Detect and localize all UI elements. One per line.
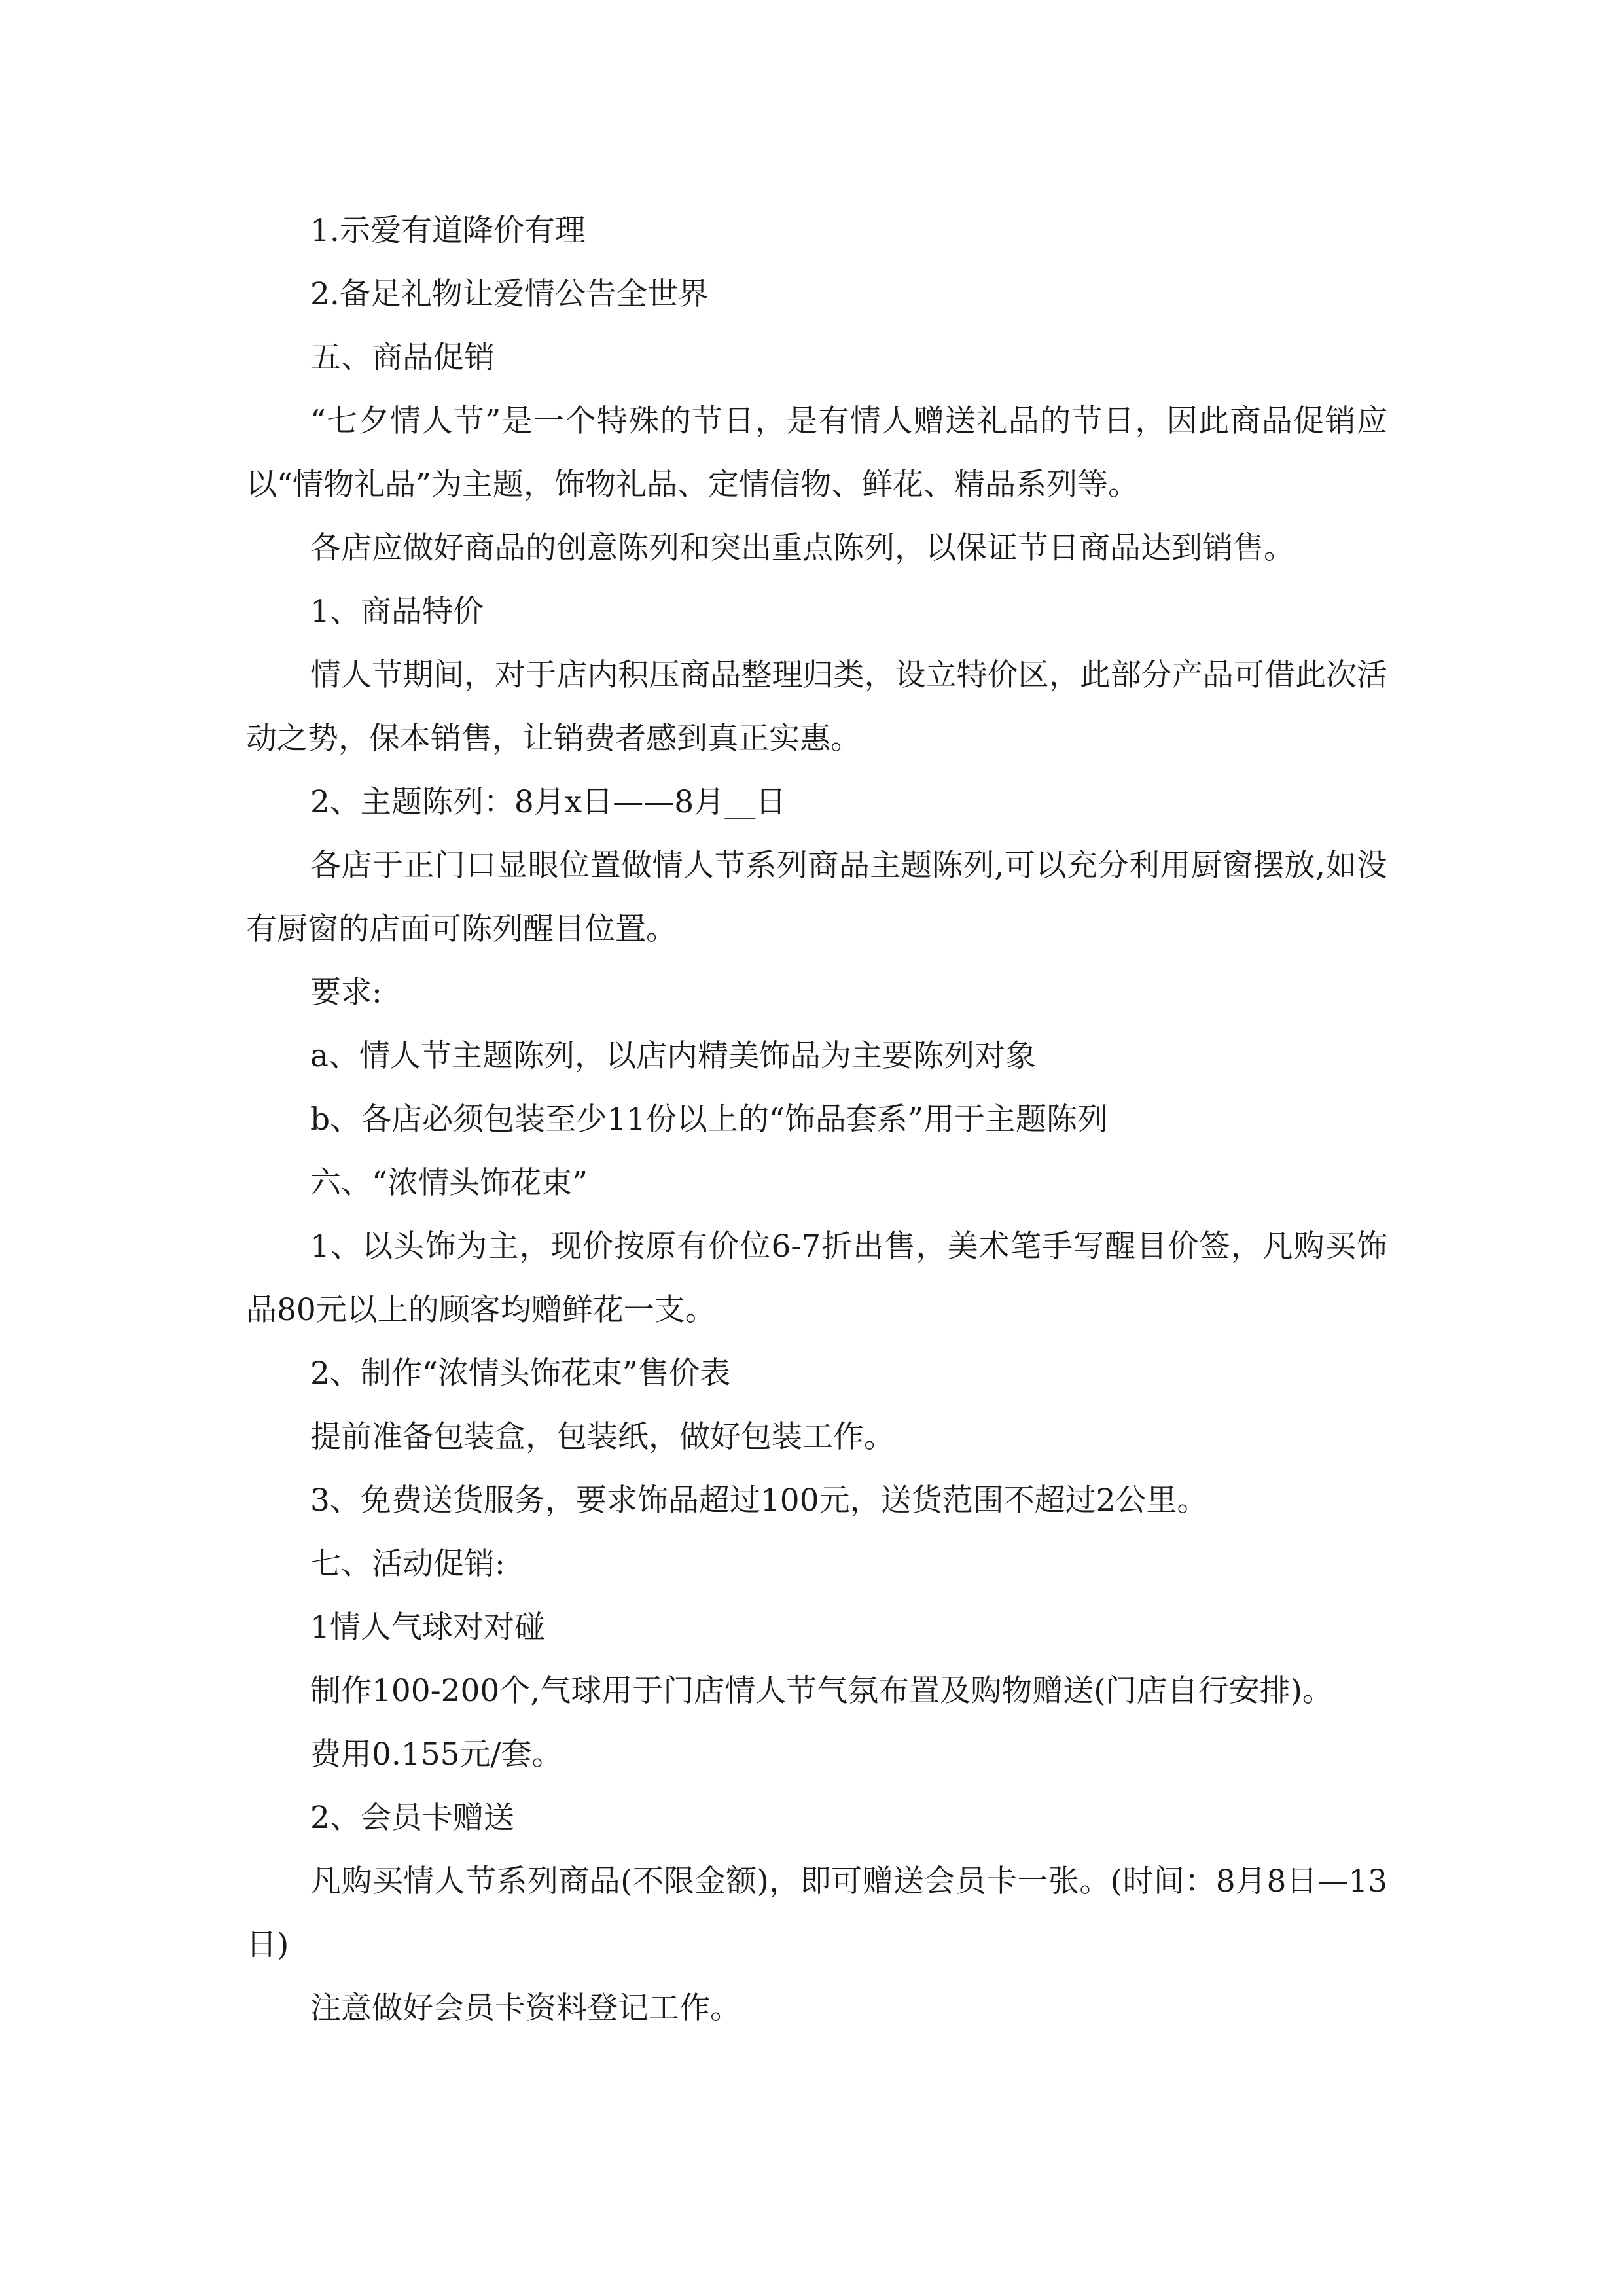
section-heading-6: 六、“浓情头饰花束” (310, 1165, 588, 1201)
subheading-special-price: 1、商品特价 (310, 594, 484, 630)
subheading-balloons: 1情人气球对对碰 (310, 1609, 545, 1645)
document-body (246, 199, 1387, 2040)
body-paragraph: 2、制作“浓情头饰花束”售价表 (310, 1355, 730, 1391)
body-paragraph: 制作100-200个,气球用于门店情人节气氛布置及购物赠送(门店自行安排)。 (310, 1673, 1333, 1709)
list-item-2: 2.备足礼物让爱情公告全世界 (310, 276, 709, 312)
section-heading-7: 七、活动促销: (310, 1546, 505, 1582)
body-paragraph: “七夕情人节”是一个特殊的节日，是有情人赠送礼品的节日，因此商品促销应以“情物礼品”为主题，饰物礼品、定情信物、鲜花、精品系列等。 (246, 403, 1387, 503)
body-paragraph: 费用0.155元/套。 (310, 1736, 563, 1772)
section-heading-5: 五、商品促销 (310, 340, 495, 376)
body-paragraph: 凡购买情人节系列商品(不限金额)，即可赠送会员卡一张。(时间：8月8日—13日) (246, 1863, 1387, 1963)
body-paragraph: 各店于正门口显眼位置做情人节系列商品主题陈列,可以充分利用厨窗摆放,如没有厨窗的店面可陈列醒目位置。 (246, 848, 1387, 947)
requirement-item-a: a、情人节主题陈列，以店内精美饰品为主要陈列对象 (310, 1038, 1037, 1074)
body-paragraph: 情人节期间，对于店内积压商品整理归类，设立特价区，此部分产品可借此次活动之势，保本销售，让销费者感到真正实惠。 (246, 657, 1387, 757)
body-paragraph: 1、以头饰为主，现价按原有价位6-7折出售，美术笔手写醒目价签，凡购买饰品80元以上的顾客均赠鲜花一支。 (246, 1229, 1387, 1328)
requirement-item-b: b、各店必须包装至少11份以上的“饰品套系”用于主题陈列 (310, 1102, 1108, 1138)
body-paragraph: 各店应做好商品的创意陈列和突出重点陈列，以保证节日商品达到销售。 (310, 530, 1294, 566)
body-paragraph: 注意做好会员卡资料登记工作。 (310, 1990, 741, 2026)
body-paragraph: 3、免费送货服务，要求饰品超过100元，送货范围不超过2公里。 (310, 1482, 1208, 1518)
subheading-member-card: 2、会员卡赠送 (310, 1800, 514, 1836)
body-paragraph: 提前准备包装盒，包装纸，做好包装工作。 (310, 1419, 895, 1455)
subheading-theme-display: 2、主题陈列：8月x日——8月__日 (310, 784, 787, 820)
requirements-label: 要求: (310, 975, 382, 1011)
list-item-1: 1.示爱有道降价有理 (310, 213, 586, 249)
